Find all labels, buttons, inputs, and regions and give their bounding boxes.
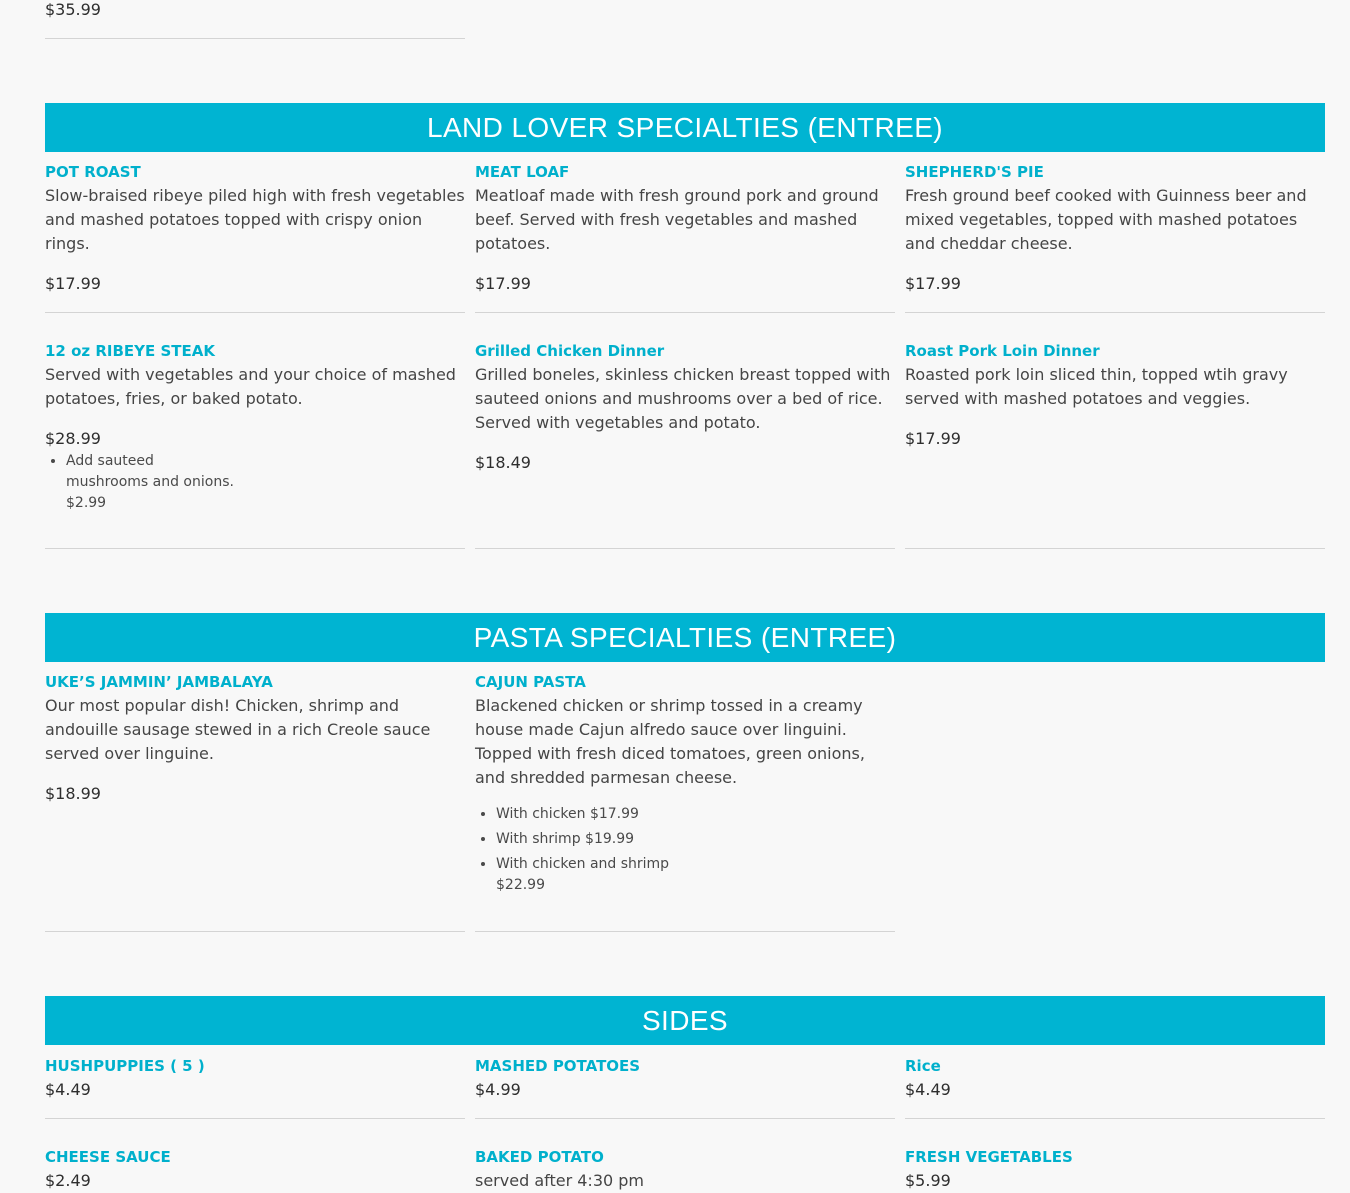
item-name: BAKED POTATO (475, 1148, 604, 1166)
divider (905, 548, 1325, 549)
divider (45, 312, 465, 313)
option-item (496, 854, 696, 896)
item-name: UKE’S JAMMIN’ JAMBALAYA (45, 673, 273, 691)
item-price: $2.49 (45, 1171, 91, 1190)
item-description: Our most popular dish! Chicken, shrimp and andouille sausage stewed in a rich Creole sauce served over linguine. (45, 696, 431, 763)
option-item (496, 804, 696, 825)
item-name: CAJUN PASTA (475, 673, 586, 691)
item-price: $17.99 (45, 274, 101, 293)
item-price: $35.99 (45, 0, 101, 19)
option-label: Add sauteed mushrooms and onions. (66, 453, 234, 490)
divider (475, 312, 895, 313)
option-label: With chicken (496, 806, 586, 822)
item-name: FRESH VEGETABLES (905, 1148, 1073, 1166)
item-name: 12 oz RIBEYE STEAK (45, 342, 216, 360)
menu-item-meat-loaf[interactable] (475, 160, 895, 296)
option-price: $2.99 (66, 495, 107, 511)
item-price: $28.99 (45, 429, 101, 448)
divider (475, 931, 895, 932)
item-name: SHEPHERD'S PIE (905, 163, 1044, 181)
item-price: $4.99 (475, 1080, 521, 1099)
item-description: Slow-braised ribeye piled high with fresh vegetables and mashed potatoes topped with crispy onion rings. (45, 186, 465, 253)
item-name: Roast Pork Loin Dinner (905, 342, 1100, 360)
item-price: $18.49 (475, 453, 531, 472)
menu-item-ribeye-steak[interactable] (45, 339, 465, 514)
item-price: $18.99 (45, 784, 101, 803)
item-price: $17.99 (475, 274, 531, 293)
menu-item-jambalaya[interactable] (45, 670, 465, 806)
divider (905, 1118, 1325, 1119)
divider (45, 38, 465, 39)
divider (905, 312, 1325, 313)
section-header-land-lover: LAND LOVER SPECIALTIES (ENTREE) (45, 103, 1325, 152)
option-price: $19.99 (585, 831, 635, 847)
item-price: $17.99 (905, 429, 961, 448)
option-item (496, 829, 696, 850)
item-name: MEAT LOAF (475, 163, 570, 181)
option-item (66, 451, 236, 514)
menu-item-baked-potato[interactable] (475, 1145, 895, 1193)
divider (45, 548, 465, 549)
divider (45, 1118, 465, 1119)
item-name: POT ROAST (45, 163, 141, 181)
item-price: $17.99 (905, 274, 961, 293)
divider (475, 548, 895, 549)
item-name: MASHED POTATOES (475, 1057, 641, 1075)
menu-item-mashed-potatoes[interactable] (475, 1054, 895, 1102)
section-header-sides: SIDES (45, 996, 1325, 1045)
item-price: $4.49 (45, 1080, 91, 1099)
item-name: HUSHPUPPIES ( 5 ) (45, 1057, 205, 1075)
menu-item-roast-pork-loin-dinner[interactable] (905, 339, 1325, 451)
menu-item-hushpuppies[interactable] (45, 1054, 465, 1102)
divider (45, 931, 465, 932)
option-list (45, 451, 236, 514)
menu-item-grilled-chicken-dinner[interactable] (475, 339, 895, 475)
menu-item-cheese-sauce[interactable] (45, 1145, 465, 1193)
section-header-pasta: PASTA SPECIALTIES (ENTREE) (45, 613, 1325, 662)
item-price: $5.99 (905, 1171, 951, 1190)
option-list (475, 804, 696, 896)
item-description: Blackened chicken or shrimp tossed in a creamy house made Cajun alfredo sauce over linguini. Topped with fresh diced tomatoes, green onions, and shredded parmesan cheese. (475, 696, 865, 787)
menu-item-pot-roast[interactable] (45, 160, 465, 296)
item-description: served after 4:30 pm (475, 1171, 645, 1190)
menu-item-shepherds-pie[interactable] (905, 160, 1325, 296)
item-name: Grilled Chicken Dinner (475, 342, 665, 360)
item-description: Roasted pork loin sliced thin, topped wtih gravy served with mashed potatoes and veggies. (905, 365, 1288, 408)
item-description: Served with vegetables and your choice of mashed potatoes, fries, or baked potato. (45, 365, 456, 408)
menu-item-fresh-vegetables[interactable] (905, 1145, 1325, 1193)
menu-item-rice[interactable] (905, 1054, 1325, 1102)
item-description: Grilled boneles, skinless chicken breast topped with sauteed onions and mushrooms over a bed of rice. Served with vegetables and potato. (475, 365, 891, 432)
item-price: $4.49 (905, 1080, 951, 1099)
divider (475, 1118, 895, 1119)
item-description: Meatloaf made with fresh ground pork and ground beef. Served with fresh vegetables and mashed potatoes. (475, 186, 879, 253)
item-description: Fresh ground beef cooked with Guinness beer and mixed vegetables, topped with mashed potatoes and cheddar cheese. (905, 186, 1307, 253)
option-label: With chicken and shrimp (496, 856, 670, 872)
option-label: With shrimp (496, 831, 581, 847)
item-name: Rice (905, 1057, 941, 1075)
item-name: CHEESE SAUCE (45, 1148, 171, 1166)
option-price: $17.99 (589, 806, 639, 822)
menu-item-cajun-pasta[interactable] (475, 670, 895, 900)
option-price: $22.99 (496, 877, 545, 893)
